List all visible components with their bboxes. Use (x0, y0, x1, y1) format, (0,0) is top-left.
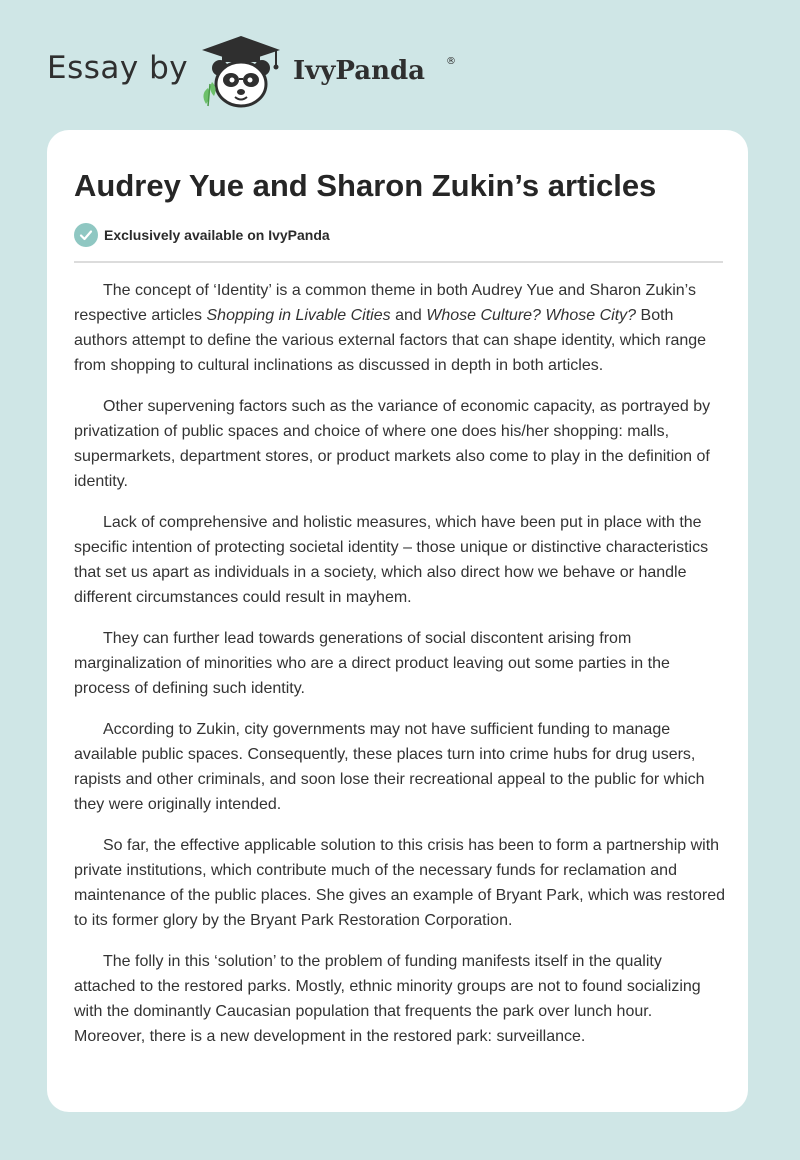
paragraph: Lack of comprehensive and holistic measures, which have been put in place with the specific intention of protecting societal identity – those unique or distinctive characteristics that set us apart as individuals in a society, which also direct how we behave or handle different circumstances could result in mayhem. (74, 514, 709, 606)
essay-body (74, 278, 726, 1065)
brand-prefix: Essay by (47, 50, 189, 86)
site-header (0, 0, 800, 130)
exclusive-label: Exclusively available on IvyPanda (104, 227, 330, 243)
paragraph: Other supervening factors such as the variance of economic capacity, as portrayed by privatization of public spaces and choice of where one does his/her shopping: malls, supermarkets, department stores, or product markets also come to play in the definition of identity. (74, 398, 711, 490)
paragraph: According to Zukin, city governments may not have sufficient funding to manage available public spaces. Consequently, these places turn into crime hubs for drug users, rapists and other criminals, and soon lose their recreational appeal to the public for which they were originally intended. (74, 721, 705, 813)
paragraph: They can further lead towards generations of social discontent arising from marginalization of minorities who are a direct product leaving out some parties in the process of defining such identity. (74, 630, 670, 697)
article-title-italic: Whose Culture? Whose City? (426, 307, 637, 324)
exclusive-badge (74, 223, 330, 247)
paragraph: The folly in this ‘solution’ to the problem of funding manifests itself in the quality attached to the restored parks. Mostly, ethnic minority groups are not to found socializing with the dominantly Caucasian population that frequents the park over lunch hour. Moreover, there is a new development in the restored park: surveillance. (74, 953, 701, 1045)
paragraph: So far, the effective applicable solution to this crisis has been to form a partnership with private institutions, which contribute much of the necessary funds for reclamation and maintenance of the public places. She gives an example of Bryant Park, which was restored to its former glory by the Bryant Park Restoration Corporation. (74, 837, 726, 929)
brand-name[interactable]: IvyPanda (293, 56, 426, 86)
article-title-italic: Shopping in Livable Cities (206, 307, 391, 324)
page-title: Audrey Yue and Sharon Zukin’s articles (74, 168, 657, 203)
check-circle-icon (74, 223, 98, 247)
panda-graduate-icon[interactable] (198, 32, 284, 110)
essay-card (47, 130, 748, 1112)
registered-mark: ® (446, 56, 456, 67)
divider (74, 261, 723, 263)
paragraph: The concept of ‘Identity’ is a common theme in both Audrey Yue and Sharon Zukin’s respective articles Shopping in Livable Cities and Whose Culture? Whose City? Both authors attempt to define the various external factors that can shape identity, which range from shopping to cultural inclinations as discussed in depth in both articles. (74, 282, 707, 374)
